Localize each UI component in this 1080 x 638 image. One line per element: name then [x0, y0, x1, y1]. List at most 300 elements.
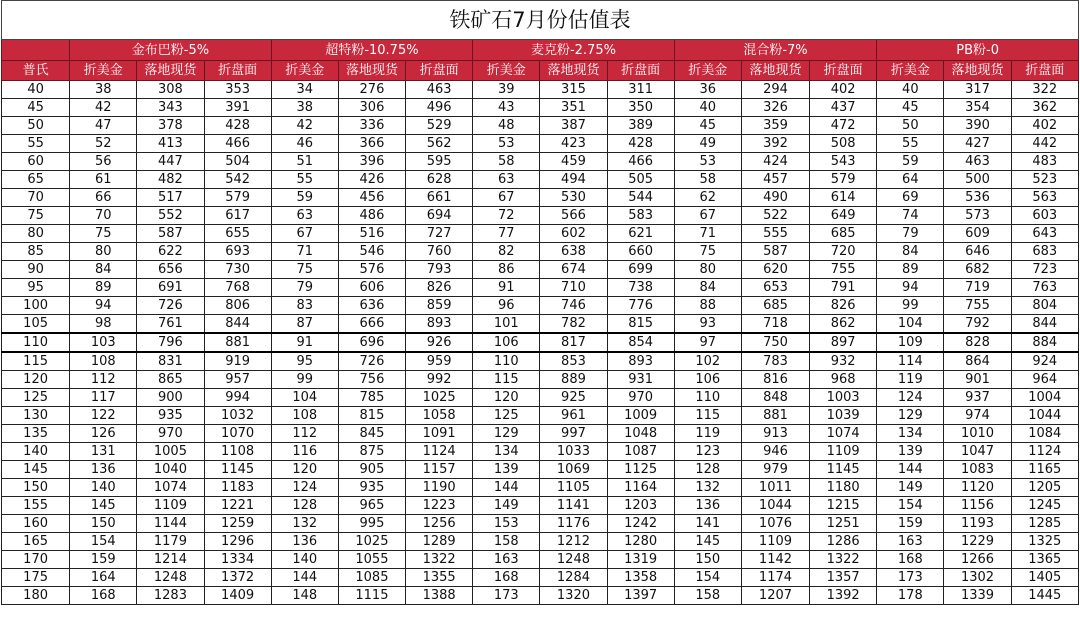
- value-cell: 67: [473, 189, 540, 207]
- value-cell: 154: [674, 569, 741, 587]
- value-cell: 136: [271, 533, 338, 551]
- value-cell: 1025: [338, 533, 405, 551]
- value-cell: 1003: [810, 389, 877, 407]
- value-cell: 49: [674, 135, 741, 153]
- sub-header-spot: 落地现货: [741, 61, 809, 81]
- platts-price-cell: 140: [2, 443, 70, 461]
- value-cell: 38: [70, 81, 137, 99]
- value-cell: 1409: [204, 587, 271, 605]
- value-cell: 128: [674, 461, 741, 479]
- value-cell: 628: [406, 171, 473, 189]
- value-cell: 1176: [540, 515, 607, 533]
- value-cell: 59: [877, 153, 944, 171]
- value-cell: 150: [674, 551, 741, 569]
- table-row: [2, 352, 1079, 371]
- table-row: [2, 497, 1079, 515]
- table-row: [2, 297, 1079, 315]
- table-row: [2, 153, 1079, 171]
- value-cell: 522: [741, 207, 809, 225]
- value-cell: 53: [473, 135, 540, 153]
- value-cell: 579: [810, 171, 877, 189]
- value-cell: 71: [271, 243, 338, 261]
- value-cell: 638: [540, 243, 607, 261]
- value-cell: 173: [877, 569, 944, 587]
- value-cell: 1055: [338, 551, 405, 569]
- value-cell: 970: [137, 425, 204, 443]
- value-cell: 816: [741, 371, 809, 389]
- value-cell: 1142: [741, 551, 809, 569]
- value-cell: 804: [1011, 297, 1078, 315]
- value-cell: 353: [204, 81, 271, 99]
- platts-price-cell: 150: [2, 479, 70, 497]
- value-cell: 178: [877, 587, 944, 605]
- value-cell: 1302: [944, 569, 1011, 587]
- value-cell: 815: [338, 407, 405, 425]
- platts-price-cell: 130: [2, 407, 70, 425]
- platts-price-cell: 135: [2, 425, 70, 443]
- value-cell: 913: [741, 425, 809, 443]
- value-cell: 1319: [607, 551, 674, 569]
- value-cell: 1058: [406, 407, 473, 425]
- value-cell: 1109: [741, 533, 809, 551]
- value-cell: 792: [944, 315, 1011, 334]
- sub-header-futures: 折盘面: [1011, 61, 1078, 81]
- value-cell: 466: [204, 135, 271, 153]
- platts-price-cell: 45: [2, 99, 70, 117]
- table-row: [2, 171, 1079, 189]
- value-cell: 1010: [944, 425, 1011, 443]
- value-cell: 881: [204, 333, 271, 352]
- sub-header-spot: 落地现货: [540, 61, 607, 81]
- value-cell: 946: [741, 443, 809, 461]
- value-cell: 163: [473, 551, 540, 569]
- value-cell: 760: [406, 243, 473, 261]
- value-cell: 38: [271, 99, 338, 117]
- sub-header-spot: 落地现货: [944, 61, 1011, 81]
- value-cell: 897: [810, 333, 877, 352]
- sub-header-futures: 折盘面: [204, 61, 271, 81]
- value-cell: 1074: [810, 425, 877, 443]
- value-cell: 457: [741, 171, 809, 189]
- value-cell: 84: [877, 243, 944, 261]
- value-cell: 817: [540, 333, 607, 352]
- value-cell: 636: [338, 297, 405, 315]
- value-cell: 587: [741, 243, 809, 261]
- value-cell: 362: [1011, 99, 1078, 117]
- value-cell: 128: [271, 497, 338, 515]
- value-cell: 1221: [204, 497, 271, 515]
- value-cell: 64: [877, 171, 944, 189]
- value-cell: 70: [70, 207, 137, 225]
- value-cell: 660: [607, 243, 674, 261]
- value-cell: 682: [944, 261, 1011, 279]
- platts-price-cell: 110: [2, 333, 70, 352]
- value-cell: 119: [877, 371, 944, 389]
- table-row: [2, 243, 1079, 261]
- value-cell: 1091: [406, 425, 473, 443]
- sub-header-usd: 折美金: [473, 61, 540, 81]
- value-cell: 529: [406, 117, 473, 135]
- value-cell: 124: [271, 479, 338, 497]
- value-cell: 91: [271, 333, 338, 352]
- value-cell: 755: [810, 261, 877, 279]
- value-cell: 94: [877, 279, 944, 297]
- value-cell: 99: [271, 371, 338, 389]
- value-cell: 1183: [204, 479, 271, 497]
- value-cell: 108: [271, 407, 338, 425]
- platts-price-cell: 175: [2, 569, 70, 587]
- value-cell: 39: [473, 81, 540, 99]
- value-cell: 865: [137, 371, 204, 389]
- value-cell: 140: [271, 551, 338, 569]
- value-cell: 125: [473, 407, 540, 425]
- value-cell: 392: [741, 135, 809, 153]
- value-cell: 40: [877, 81, 944, 99]
- table-row: [2, 315, 1079, 334]
- value-cell: 463: [944, 153, 1011, 171]
- value-cell: 294: [741, 81, 809, 99]
- value-cell: 52: [70, 135, 137, 153]
- value-cell: 101: [473, 315, 540, 334]
- value-cell: 505: [607, 171, 674, 189]
- value-cell: 1397: [607, 587, 674, 605]
- value-cell: 516: [338, 225, 405, 243]
- value-cell: 1125: [607, 461, 674, 479]
- value-cell: 129: [473, 425, 540, 443]
- value-cell: 343: [137, 99, 204, 117]
- value-cell: 396: [338, 153, 405, 171]
- table-row: [2, 443, 1079, 461]
- value-cell: 1044: [741, 497, 809, 515]
- value-cell: 136: [70, 461, 137, 479]
- value-cell: 1115: [338, 587, 405, 605]
- value-cell: 862: [810, 315, 877, 334]
- value-cell: 961: [540, 407, 607, 425]
- table-row: [2, 333, 1079, 352]
- value-cell: 158: [473, 533, 540, 551]
- value-cell: 423: [540, 135, 607, 153]
- value-cell: 45: [877, 99, 944, 117]
- value-cell: 937: [944, 389, 1011, 407]
- value-cell: 62: [674, 189, 741, 207]
- value-cell: 53: [674, 153, 741, 171]
- value-cell: 1388: [406, 587, 473, 605]
- value-cell: 504: [204, 153, 271, 171]
- value-cell: 1048: [607, 425, 674, 443]
- value-cell: 424: [741, 153, 809, 171]
- valuation-table: [1, 0, 1079, 605]
- value-cell: 1084: [1011, 425, 1078, 443]
- platts-price-cell: 165: [2, 533, 70, 551]
- value-cell: 46: [271, 135, 338, 153]
- value-cell: 426: [338, 171, 405, 189]
- platts-price-cell: 145: [2, 461, 70, 479]
- table-row: [2, 99, 1079, 117]
- value-cell: 311: [607, 81, 674, 99]
- value-cell: 322: [1011, 81, 1078, 99]
- value-cell: 48: [473, 117, 540, 135]
- value-cell: 723: [1011, 261, 1078, 279]
- value-cell: 1207: [741, 587, 809, 605]
- value-cell: 884: [1011, 333, 1078, 352]
- value-cell: 72: [473, 207, 540, 225]
- value-cell: 115: [473, 371, 540, 389]
- value-cell: 995: [338, 515, 405, 533]
- value-cell: 95: [271, 352, 338, 371]
- value-cell: 620: [741, 261, 809, 279]
- value-cell: 517: [137, 189, 204, 207]
- platts-price-cell: 100: [2, 297, 70, 315]
- value-cell: 354: [944, 99, 1011, 117]
- value-cell: 719: [944, 279, 1011, 297]
- value-cell: 1011: [741, 479, 809, 497]
- value-cell: 1074: [137, 479, 204, 497]
- value-cell: 1040: [137, 461, 204, 479]
- value-cell: 482: [137, 171, 204, 189]
- value-cell: 925: [540, 389, 607, 407]
- value-cell: 710: [540, 279, 607, 297]
- value-cell: 763: [1011, 279, 1078, 297]
- value-cell: 536: [944, 189, 1011, 207]
- value-cell: 1214: [137, 551, 204, 569]
- value-cell: 122: [70, 407, 137, 425]
- value-cell: 1266: [944, 551, 1011, 569]
- value-cell: 139: [877, 443, 944, 461]
- value-cell: 730: [204, 261, 271, 279]
- value-cell: 61: [70, 171, 137, 189]
- value-cell: 94: [70, 297, 137, 315]
- value-cell: 86: [473, 261, 540, 279]
- value-cell: 726: [137, 297, 204, 315]
- group-header-hunhe: 混合粉-7%: [674, 40, 877, 61]
- value-cell: 606: [338, 279, 405, 297]
- value-cell: 926: [406, 333, 473, 352]
- value-cell: 1248: [137, 569, 204, 587]
- value-cell: 1283: [137, 587, 204, 605]
- value-cell: 124: [877, 389, 944, 407]
- value-cell: 959: [406, 352, 473, 371]
- value-cell: 1212: [540, 533, 607, 551]
- value-cell: 746: [540, 297, 607, 315]
- value-cell: 750: [741, 333, 809, 352]
- sub-header-futures: 折盘面: [406, 61, 473, 81]
- value-cell: 486: [338, 207, 405, 225]
- value-cell: 964: [1011, 371, 1078, 389]
- value-cell: 1032: [204, 407, 271, 425]
- value-cell: 932: [810, 352, 877, 371]
- table-row: [2, 279, 1079, 297]
- value-cell: 602: [540, 225, 607, 243]
- table-body: [2, 81, 1079, 605]
- value-cell: 315: [540, 81, 607, 99]
- table-row: [2, 533, 1079, 551]
- value-cell: 1339: [944, 587, 1011, 605]
- value-cell: 134: [877, 425, 944, 443]
- sub-header-futures: 折盘面: [607, 61, 674, 81]
- value-cell: 116: [271, 443, 338, 461]
- value-cell: 79: [271, 279, 338, 297]
- value-cell: 89: [70, 279, 137, 297]
- value-cell: 326: [741, 99, 809, 117]
- value-cell: 144: [271, 569, 338, 587]
- value-cell: 1205: [1011, 479, 1078, 497]
- value-cell: 646: [944, 243, 1011, 261]
- value-cell: 738: [607, 279, 674, 297]
- value-cell: 1405: [1011, 569, 1078, 587]
- value-cell: 1047: [944, 443, 1011, 461]
- value-cell: 573: [944, 207, 1011, 225]
- sub-header-spot: 落地现货: [137, 61, 204, 81]
- value-cell: 1280: [607, 533, 674, 551]
- table-row: [2, 135, 1079, 153]
- value-cell: 1245: [1011, 497, 1078, 515]
- value-cell: 389: [607, 117, 674, 135]
- platts-price-cell: 55: [2, 135, 70, 153]
- table-row: [2, 425, 1079, 443]
- value-cell: 693: [204, 243, 271, 261]
- table-row: [2, 407, 1079, 425]
- value-cell: 63: [473, 171, 540, 189]
- value-cell: 796: [137, 333, 204, 352]
- value-cell: 563: [1011, 189, 1078, 207]
- platts-header: 普氏: [2, 61, 70, 81]
- value-cell: 317: [944, 81, 1011, 99]
- value-cell: 109: [877, 333, 944, 352]
- value-cell: 661: [406, 189, 473, 207]
- value-cell: 785: [338, 389, 405, 407]
- value-cell: 47: [70, 117, 137, 135]
- value-cell: 50: [877, 117, 944, 135]
- value-cell: 889: [540, 371, 607, 389]
- value-cell: 496: [406, 99, 473, 117]
- value-cell: 543: [810, 153, 877, 171]
- value-cell: 402: [1011, 117, 1078, 135]
- value-cell: 490: [741, 189, 809, 207]
- value-cell: 653: [741, 279, 809, 297]
- valuation-sheet: [1, 0, 1079, 605]
- value-cell: 103: [70, 333, 137, 352]
- platts-price-cell: 170: [2, 551, 70, 569]
- platts-price-cell: 85: [2, 243, 70, 261]
- platts-price-cell: 115: [2, 352, 70, 371]
- value-cell: 126: [70, 425, 137, 443]
- table-row: [2, 261, 1079, 279]
- value-cell: 150: [70, 515, 137, 533]
- value-cell: 75: [70, 225, 137, 243]
- value-cell: 67: [271, 225, 338, 243]
- value-cell: 1229: [944, 533, 1011, 551]
- value-cell: 1109: [810, 443, 877, 461]
- table-row: [2, 207, 1079, 225]
- value-cell: 881: [741, 407, 809, 425]
- platts-price-cell: 105: [2, 315, 70, 334]
- value-cell: 351: [540, 99, 607, 117]
- value-cell: 542: [204, 171, 271, 189]
- value-cell: 1120: [944, 479, 1011, 497]
- platts-price-cell: 125: [2, 389, 70, 407]
- value-cell: 979: [741, 461, 809, 479]
- value-cell: 82: [473, 243, 540, 261]
- platts-price-cell: 60: [2, 153, 70, 171]
- value-cell: 1179: [137, 533, 204, 551]
- value-cell: 965: [338, 497, 405, 515]
- value-cell: 1144: [137, 515, 204, 533]
- value-cell: 500: [944, 171, 1011, 189]
- value-cell: 442: [1011, 135, 1078, 153]
- value-cell: 437: [810, 99, 877, 117]
- value-cell: 583: [607, 207, 674, 225]
- value-cell: 98: [70, 315, 137, 334]
- value-cell: 1242: [607, 515, 674, 533]
- value-cell: 141: [674, 515, 741, 533]
- value-cell: 935: [338, 479, 405, 497]
- value-cell: 1320: [540, 587, 607, 605]
- value-cell: 117: [70, 389, 137, 407]
- value-cell: 106: [473, 333, 540, 352]
- value-cell: 387: [540, 117, 607, 135]
- value-cell: 844: [1011, 315, 1078, 334]
- value-cell: 1372: [204, 569, 271, 587]
- value-cell: 579: [204, 189, 271, 207]
- value-cell: 622: [137, 243, 204, 261]
- value-cell: 859: [406, 297, 473, 315]
- value-cell: 168: [473, 569, 540, 587]
- value-cell: 1251: [810, 515, 877, 533]
- sub-header-row: [2, 61, 1079, 81]
- value-cell: 80: [70, 243, 137, 261]
- value-cell: 168: [877, 551, 944, 569]
- value-cell: 112: [70, 371, 137, 389]
- value-cell: 828: [944, 333, 1011, 352]
- platts-price-cell: 50: [2, 117, 70, 135]
- value-cell: 666: [338, 315, 405, 334]
- value-cell: 149: [473, 497, 540, 515]
- value-cell: 123: [674, 443, 741, 461]
- sub-header-usd: 折美金: [877, 61, 944, 81]
- value-cell: 609: [944, 225, 1011, 243]
- value-cell: 69: [877, 189, 944, 207]
- value-cell: 63: [271, 207, 338, 225]
- table-row: [2, 81, 1079, 99]
- value-cell: 494: [540, 171, 607, 189]
- table-row: [2, 461, 1079, 479]
- value-cell: 104: [271, 389, 338, 407]
- value-cell: 562: [406, 135, 473, 153]
- value-cell: 120: [271, 461, 338, 479]
- value-cell: 144: [473, 479, 540, 497]
- group-header-row: [2, 40, 1079, 61]
- group-header-maike: 麦克粉-2.75%: [473, 40, 675, 61]
- value-cell: 893: [607, 352, 674, 371]
- value-cell: 56: [70, 153, 137, 171]
- value-cell: 1105: [540, 479, 607, 497]
- value-cell: 656: [137, 261, 204, 279]
- value-cell: 614: [810, 189, 877, 207]
- value-cell: 994: [204, 389, 271, 407]
- value-cell: 831: [137, 352, 204, 371]
- value-cell: 1033: [540, 443, 607, 461]
- value-cell: 826: [406, 279, 473, 297]
- value-cell: 36: [674, 81, 741, 99]
- value-cell: 42: [70, 99, 137, 117]
- value-cell: 997: [540, 425, 607, 443]
- value-cell: 935: [137, 407, 204, 425]
- value-cell: 447: [137, 153, 204, 171]
- value-cell: 59: [271, 189, 338, 207]
- value-cell: 1355: [406, 569, 473, 587]
- value-cell: 1248: [540, 551, 607, 569]
- value-cell: 132: [674, 479, 741, 497]
